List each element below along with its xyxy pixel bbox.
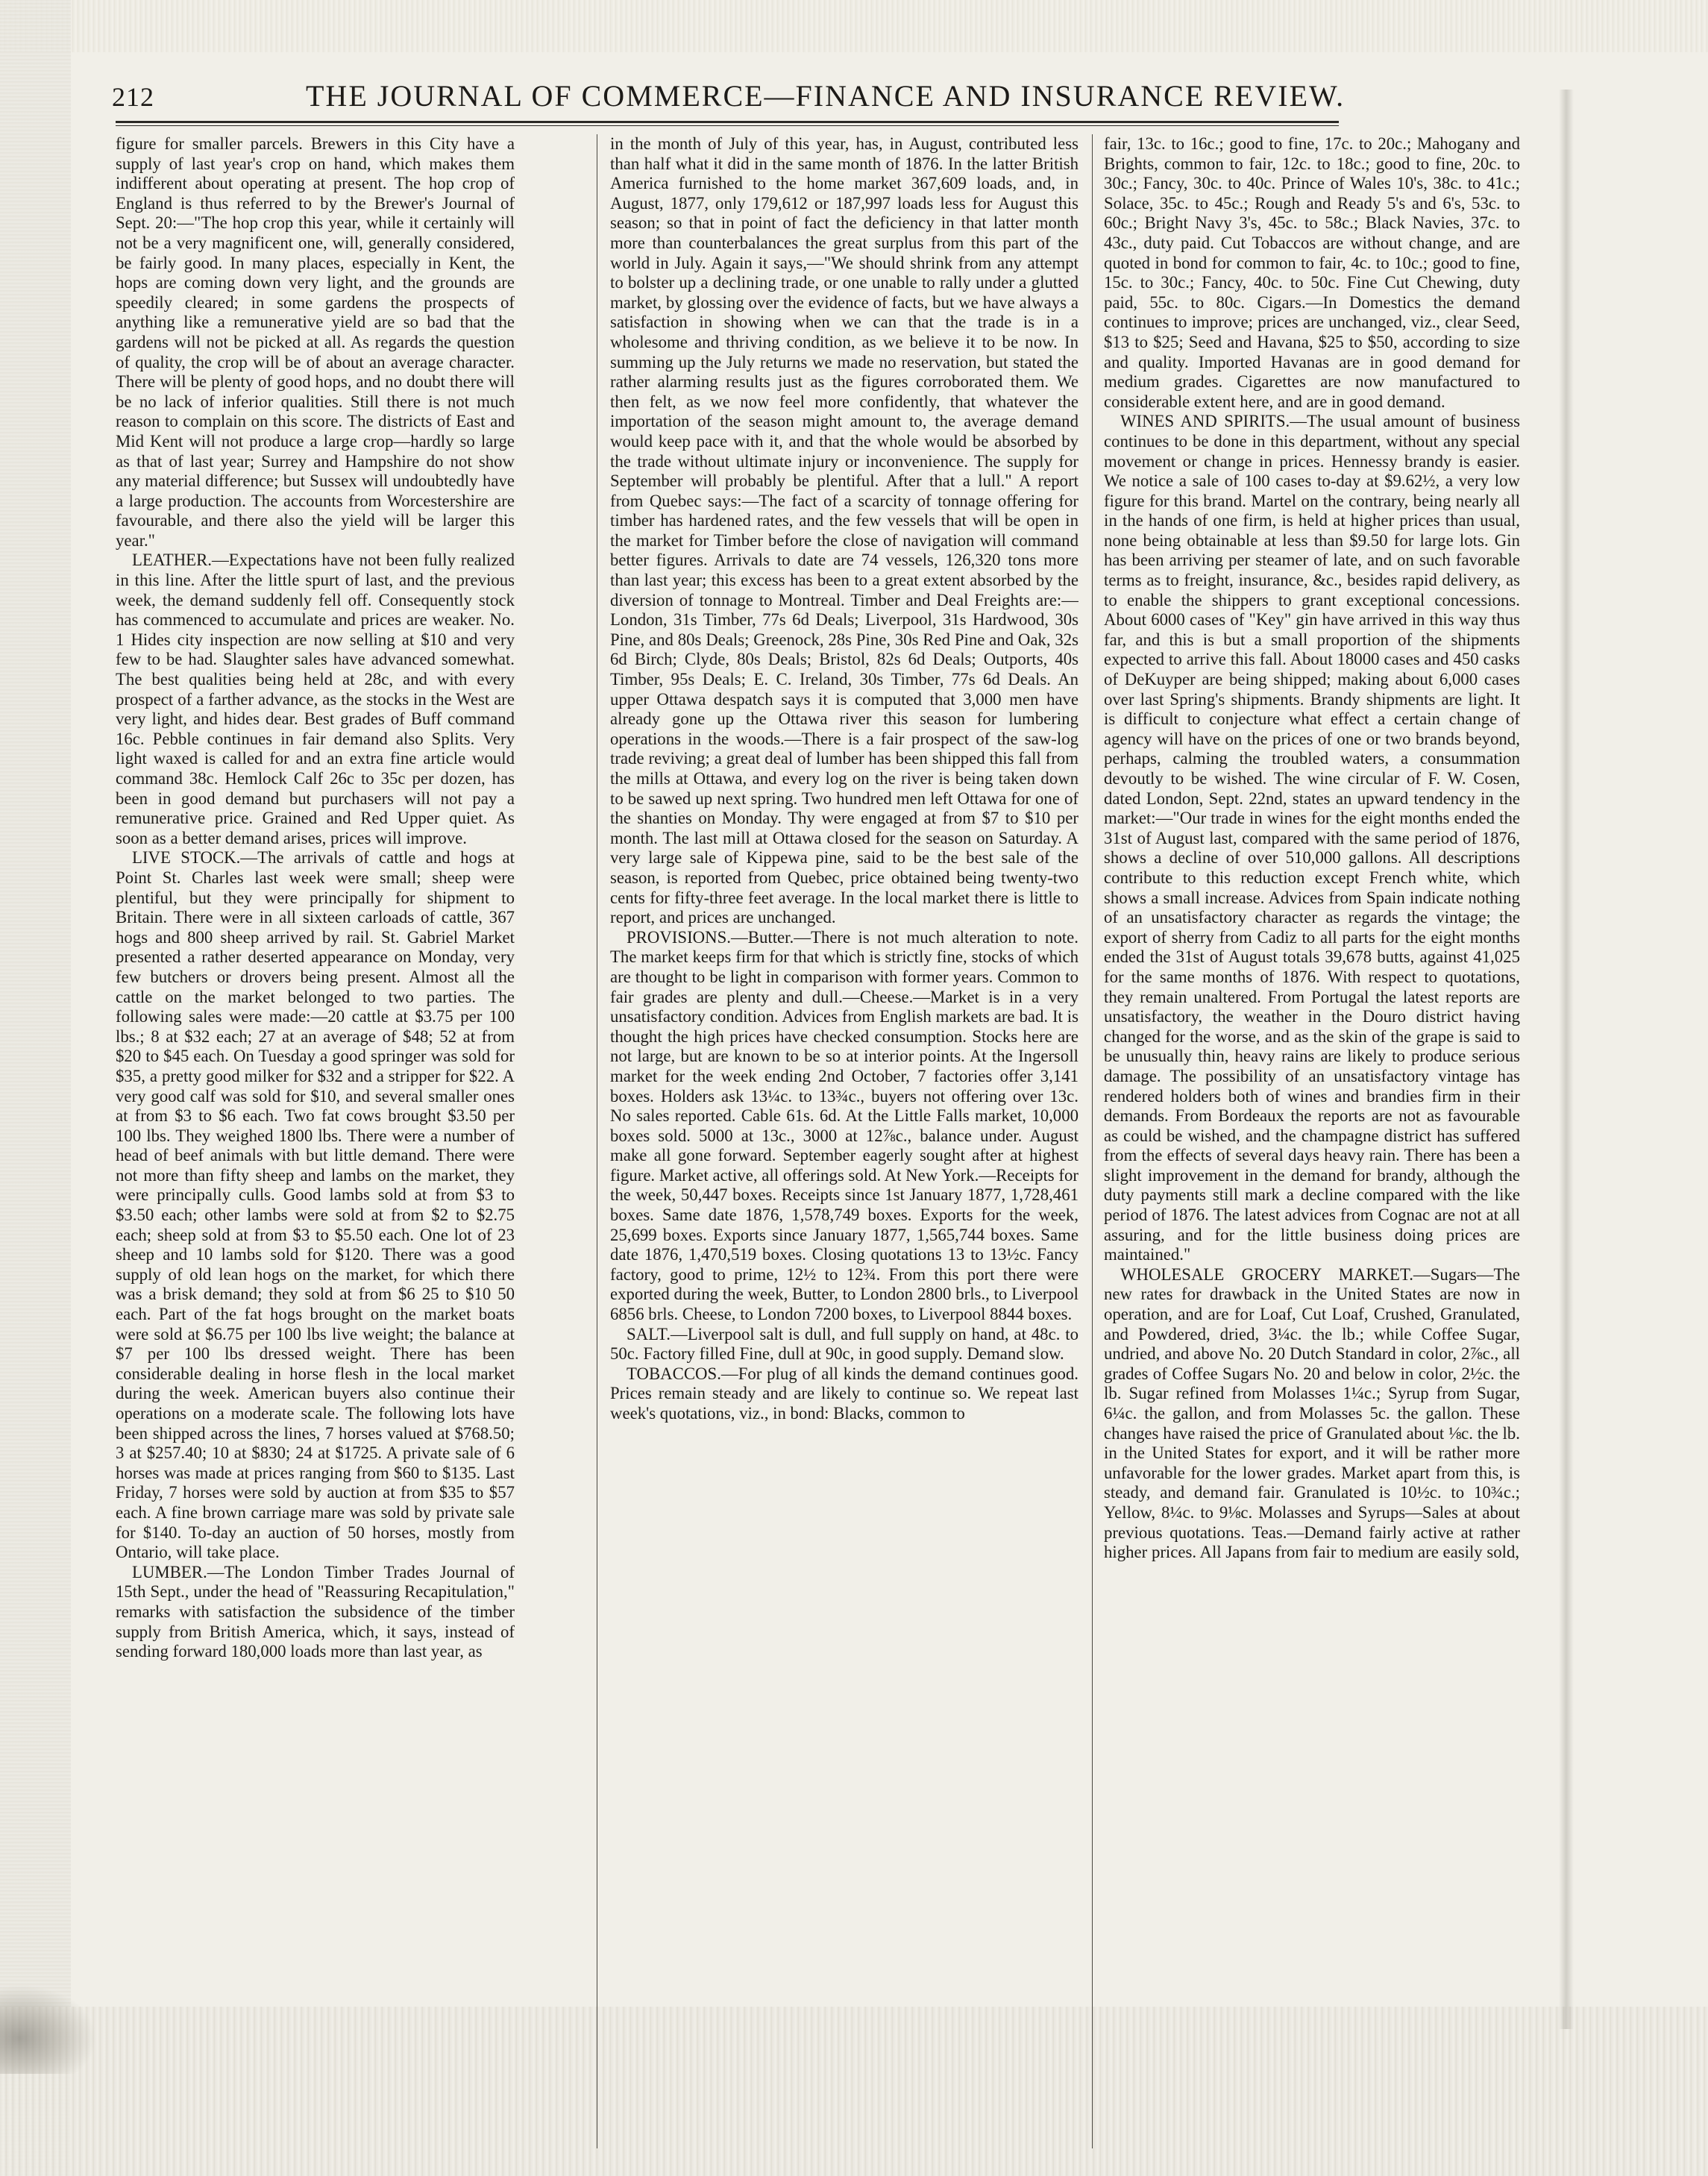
scan-speckle-top xyxy=(0,0,1708,52)
salt-paragraph: SALT.—Liverpool salt is dull, and full supply on hand, at 48c. to 50c. Factory filled Fine, dull at 90c, in good supply. Demand slow. xyxy=(610,1324,1079,1364)
lumber-continued-paragraph: in the month of July of this year, has, in August, contributed less than half what it did in the same month of 1876. In the latter British America furnished to the home market 367,609 loads, and, in August, 1877, only 179,612 or 187,997 loads less for August this season; so that in point of fact the deficiency in that latter month more than counterbalances the great surplus from this part of the world in July. Again it says,—"We should shrink from any attempt to bolster up a declining trade, or one unable to rally under a glutted market, by glossing over the evidence of facts, but we have always a satisfaction in showing when we can that the trade is in a wholesome and thriving condition, as we believe it to be now. In summing up the July returns we made no reservation, but stated the rather alarming results just as the figures corroborated them. We then felt, as we now feel more confidently, that whatever the importation of the season might amount to, the average demand would keep pace with it, and that the whole would be absorbed by the trade without ultimate injury or inconvenience. The supply for September will probably be plentiful. After that a lull." A report from Quebec says:—The fact of a scarcity of tonnage offering for timber has hardened rates, and the few vessels that will be open in the market for Timber before the close of navigation will command better figures. Arrivals to date are 74 vessels, 126,320 tons more than last year; this excess has been to a great extent absorbed by the diversion of tonnage to Montreal. Timber and Deal Freights are:—London, 31s Timber, 77s 6d Deals; Liverpool, 31s Hardwood, 30s Pine, and 80s Deals; Greenock, 28s Pine, 30s Red Pine and Oak, 32s 6d Birch; Clyde, 80s Deals; Bristol, 82s 6d Deals; Outports, 40s Timber, 95s Deals; E. C. Ireland, 30s Timber, 77s 6d Deals. An upper Ottawa despatch says it is computed that 3,000 men have already gone up the Ottawa river this season for lumbering operations in the woods.—There is a fair prospect of the saw-log trade reviving; a great deal of lumber has been shipped this fall from the mills at Ottawa, and every log on the river is being taken down to be sawed up next spring. Two hundred men left Ottawa for one of the shanties on Monday. Thy were engaged at from $7 to $10 per month. The last mill at Ottawa closed for the season on Saturday. A very large sale of Kippewa pine, said to be the best sale of the season, is reported from Quebec, price obtained being twenty-two cents for fifty-three feet average. In the local market there is little to report, and prices are unchanged. xyxy=(610,134,1079,927)
lumber-paragraph: LUMBER.—The London Timber Trades Journal of 15th Sept., under the head of "Reassuring Recapitulation," remarks with satisfaction the subsidence of the timber supply from British America, which, it says, instead of sending forward 180,000 loads more than last year, as xyxy=(116,1562,515,1661)
column-1 xyxy=(116,134,515,2141)
running-head: THE JOURNAL OF COMMERCE—FINANCE AND INSURANCE REVIEW. xyxy=(306,79,1346,113)
tobaccos-paragraph: TOBACCOS.—For plug of all kinds the demand continues good. Prices remain steady and are likely to continue so. We repeat last week's quotations, viz., in bond: Blacks, common to xyxy=(610,1364,1079,1423)
column-rule-2 xyxy=(1092,134,1093,2148)
scan-blot xyxy=(0,1984,97,2074)
hops-paragraph: figure for smaller parcels. Brewers in this City have a supply of last year's crop on hand, which makes them indifferent about operating at present. The hop crop of England is thus referred to by the Brewer's Journal of Sept. 20:—"The hop crop this year, while it certainly will not be a very magnificent one, will, generally considered, be fairly good. In many places, especially in Kent, the hops are coming down very light, and the grounds are speedily cleared; in some gardens the prospects of anything like a remunerative yield are so bad that the gardens will not be picked at all. As regards the question of quality, the crop will be of about an average character. There will be plenty of good hops, and no doubt there will be no lack of inferior qualities. Still there is not much reason to complain on this score. The districts of East and Mid Kent will not produce a large crop—hardly so large as that of last year; Surrey and Hampshire do not show any material difference; but Sussex will undoubtedly have a large production. The accounts from Worcestershire are favourable, and there also the yield will be larger this year." xyxy=(116,134,515,550)
page-number: 212 xyxy=(112,82,154,112)
column-3 xyxy=(1104,134,1520,2141)
wines-and-spirits-paragraph: WINES AND SPIRITS.—The usual amount of business continues to be done in this department, without any special movement or change in prices. Hennessy brandy is easier. We notice a sale of 100 cases to-day at $9.62½, a very low figure for this brand. Martel on the contrary, being nearly all in the hands of one firm, is held at higher prices than usual, none being obtainable at less than $9.50 for large lots. Gin has been arriving per steamer of late, and on such favorable terms as to freight, insurance, &c., besides rapid delivery, as to enable the shippers to grant exceptional concessions. About 6000 cases of "Key" gin have arrived in this way thus far, and this is but a small proportion of the shipments expected to arrive this fall. About 18000 cases and 450 casks of DeKuyper are being shipped; making about 6,000 cases over last Spring's shipments. Brandy shipments are light. It is difficult to conjecture what effect a certain change of agency will have on the prices of one or two brands beyond, perhaps, calming the troubled waters, a consummation devoutly to be wished. The wine circular of F. W. Cosen, dated London, Sept. 22nd, states an upward tendency in the market:—"Our trade in wines for the eight months ended the 31st of August last, compared with the same period of 1876, shows a decline of over 510,000 gallons. All descriptions contribute to this reduction except French white, which shows a small increase. Advices from Spain indicate nothing of an unsatisfactory character as regards the vintage; the export of sherry from Cadiz to all parts for the eight months ended the 31st of August totals 39,678 butts, against 41,025 for the same months of 1876. With respect to quotations, they remain unaltered. From Portugal the latest reports are unsatisfactory, the weather in the Douro district having changed for the worse, and as the skin of the grape is said to be unusually thin, heavy rains are likely to produce serious damage. The possibility of an unsatisfactory vintage has rendered holders both of wines and brandies firm in their demands. From Bordeaux the reports are not as favourable as could be wished, and the champagne district has suffered from the effects of several days heavy rain. There has been a slight improvement in the demand for brandy, although the duty payments still mark a decline compared with the like period of 1876. The latest advices from Cognac are not at all assuring, and for the little business doing prices are maintained." xyxy=(1104,412,1520,1264)
page-header xyxy=(112,78,1417,116)
header-rule xyxy=(116,121,1339,126)
provisions-paragraph: PROVISIONS.—Butter.—There is not much alteration to note. The market keeps firm for that which is strictly fine, stocks of which are thought to be light in comparison with former years. Common to fair grades are plenty and dull.—Cheese.—Market is in a very unsatisfactory condition. Advices from English markets are bad. It is thought the high prices have checked consumption. Stocks here are not large, but are known to be so at interior points. At the Ingersoll market for the week ending 2nd October, 7 factories offer 3,141 boxes. Holders ask 13¼c. to 13¾c., buyers not offering over 13c. No sales reported. Cable 61s. 6d. At the Little Falls market, 10,000 boxes sold. 5000 at 13c., 3000 at 12⅞c., balance under. August make all gone forward. September eagerly sought after at highest figure. Market active, all offerings sold. At New York.—Receipts for the week, 50,447 boxes. Receipts since 1st January 1877, 1,728,461 boxes. Same date 1876, 1,578,749 boxes. Exports for the week, 25,699 boxes. Exports since January 1877, 1,565,744 boxes. Same date 1876, 1,470,519 boxes. Closing quotations 13 to 13½c. Fancy factory, good to prime, 12½ to 12¾. From this port there were exported during the week, Butter, to London 2800 brls., to Liverpool 6856 brls. Cheese, to London 7200 boxes, to Liverpool 8844 boxes. xyxy=(610,927,1079,1324)
tobaccos-continued-paragraph: fair, 13c. to 16c.; good to fine, 17c. to 20c.; Mahogany and Brights, common to fair, 12c. to 18c.; good to fine, 20c. to 30c.; Fancy, 30c. to 40c. Prince of Wales 10's, 38c. to 41c.; Solace, 35c. to 45c.; Rough and Ready 5's and 6's, 53c. to 60c.; Bright Navy 3's, 45c. to 58c.; Black Navies, 37c. to 43c., duty paid. Cut Tobaccos are without change, and are quoted in bond for common to fair, 4c. to 10c.; good to fine, 15c. to 30c.; Fancy, 40c. to 50c. Fine Cut Chewing, duty paid, 55c. to 80c. Cigars.—In Domestics the demand continues to improve; prices are unchanged, viz., clear Seed, $13 to $25; Seed and Havana, $25 to $50, according to size and quality. Imported Havanas are in good demand for medium grades. Cigarettes are now manufactured to considerable extent here, and are in good demand. xyxy=(1104,134,1520,411)
page-fold-shadow xyxy=(1559,90,1574,2029)
scan-speckle-left xyxy=(0,0,71,2176)
leather-paragraph: LEATHER.—Expectations have not been fully realized in this line. After the little spurt of last, and the previous week, the demand suddenly fell off. Consequently stock has commenced to accumulate and prices are weaker. No. 1 Hides city inspection are now selling at $10 and very few to be had. Slaughter sales have advanced somewhat. The best qualities being held at 28c, and with every prospect of a farther advance, as the stocks in the West are very light, and hides dear. Best grades of Buff command 16c. Pebble continues in fair demand also Splits. Very light waxed is called for and an extra fine article would command 38c. Hemlock Calf 26c to 35c per dozen, has been in good demand but purchasers will not pay a remunerative price. Grained and Red Upper quiet. As soon as a better demand arises, prices will improve. xyxy=(116,551,515,847)
column-2 xyxy=(610,134,1079,2141)
live-stock-paragraph: LIVE STOCK.—The arrivals of cattle and hogs at Point St. Charles last week were small; sheep were plentiful, but they were principally for shipment to Britain. There were in all sixteen carloads of cattle, 367 hogs and 800 sheep arrived by rail. St. Gabriel Market presented a rather deserted appearance on Monday, very few butchers or drovers being present. Almost all the cattle on the market belonged to two parties. The following sales were made:—20 cattle at $3.75 per 100 lbs.; 8 at $32 each; 27 at an average of $48; 52 at from $20 to $45 each. On Tuesday a good springer was sold for $35, a pretty good milker for $32 and a stripper for $22. A very good calf was sold for $10, and several smaller ones at from $3 to $6 each. Two fat cows brought $3.50 per 100 lbs. They weighed 1800 lbs. There were a number of head of beef animals with but little demand. There were not more than fifty sheep and lambs on the market, they were principally culls. Good lambs sold at from $3 to $3.50 each; other lambs were sold at from $2 to $2.75 each; sheep sold at from $3 to $5.50 each. One lot of 23 sheep and 10 lambs sold for $120. There was a good supply of old lean hogs on the market, for which there was a brisk demand; they sold at from $6 25 to $10 50 each. Part of the fat hogs brought on the market boats were sold at $6.75 per 100 lbs live weight; the balance at $7 per 100 lbs dressed weight. There has been considerable dealing in horse flesh in the local market during the week. American buyers also continue their operations on a moderate scale. The following lots have been shipped across the lines, 7 horses valued at $768.50; 3 at $257.40; 10 at $830; 24 at $1725. A private sale of 6 horses was made at prices ranging from $60 to $135. Last Friday, 7 horses were sold by auction at from $35 to $57 each. A fine brown carriage mare was sold by private sale for $140. To-day an auction of 50 horses, mostly from Ontario, will take place. xyxy=(116,848,515,1562)
wholesale-grocery-paragraph: WHOLESALE GROCERY MARKET.—Sugars—The new rates for drawback in the United States are now in operation, and are for Loaf, Cut Loaf, Crushed, Granulated, and Powdered, dried, 3¼c. the lb.; while Coffee Sugar, undried, and above No. 20 Dutch Standard in color, 2⅞c., all grades of Coffee Sugars No. 20 and below in color, 2½c. the lb. Sugar refined from Molasses 1¼c.; Syrup from Sugar, 6¼c. the gallon, and from Molasses 5c. the gallon. These changes have raised the price of Granulated about ⅛c. the lb. in the United States for export, and it will be rather more unfavorable for the lower grades. Market apart from this, is steady, and demand fair. Granulated is 10½c. to 10¾c.; Yellow, 8¼c. to 9⅛c. Molasses and Syrups—Sales at about previous quotations. Teas.—Demand fairly active at rather higher prices. All Japans from fair to medium are easily sold, xyxy=(1104,1264,1520,1562)
